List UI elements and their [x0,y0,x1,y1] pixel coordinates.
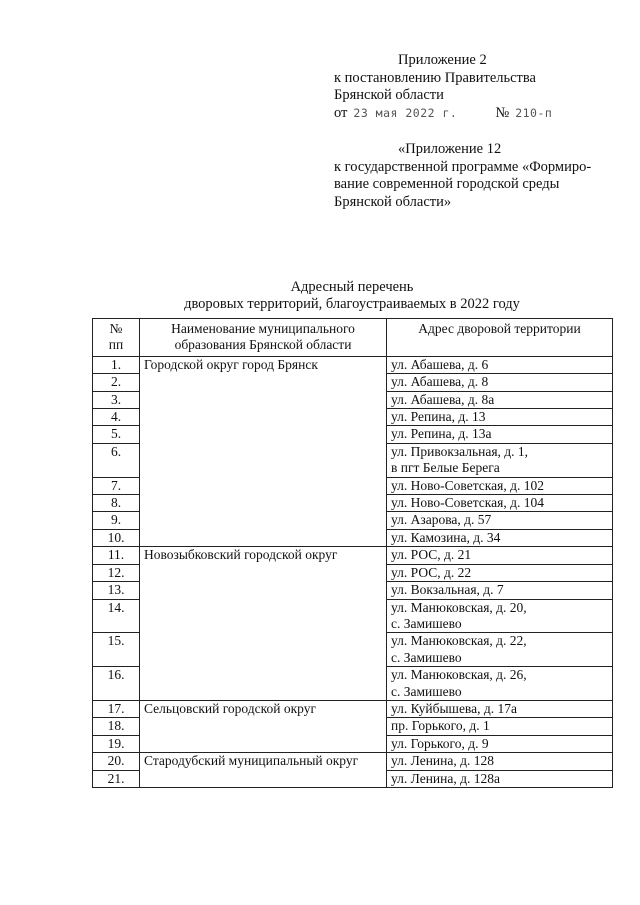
address-line-1: ул. Абашева, д. 8 [391,374,489,390]
address-line-1: ул. Абашева, д. 6 [391,356,489,372]
address-cell [387,477,613,494]
row-number: 3. [93,391,140,408]
table-row [93,356,613,373]
address-line-1: ул. Репина, д. 13а [391,426,492,442]
address-line-2: с. Замишево [391,649,462,665]
municipality-cell: Городской округ город Брянск [140,356,387,546]
address-cell [387,547,613,564]
address-cell [387,770,613,787]
row-number: 17. [93,700,140,717]
row-number: 2. [93,374,140,391]
address-line-1: ул. Репина, д. 13 [391,409,486,425]
address-line-1: ул. РОС, д. 21 [391,547,472,563]
region-line: Брянской области [334,87,444,103]
date-prefix: от [334,104,348,121]
row-number: 16. [93,667,140,701]
address-cell [387,443,613,477]
address-line-1: ул. Ленина, д. 128 [391,753,494,769]
document-title [92,279,612,313]
appendix-12-header [334,141,634,211]
program-line-3: Брянской области» [334,193,452,210]
date-number-line [334,105,634,123]
address-cell [387,667,613,701]
program-line-1: к государственной программе «Формиро- [334,158,592,175]
appendix-title: Приложение 2 [398,52,487,68]
row-number: 21. [93,770,140,787]
header-num [93,319,140,357]
row-number: 9. [93,512,140,529]
appendix-2-header [334,52,634,122]
resolution-number: 210-п [515,105,553,120]
row-number: 5. [93,426,140,443]
address-line-1: ул. Куйбышева, д. 17а [391,700,517,716]
address-cell [387,426,613,443]
row-number: 18. [93,718,140,735]
address-line-1: ул. РОС, д. 22 [391,564,472,580]
title-line-2: дворовых территорий, благоустраиваемых в 2022 году [184,296,520,312]
row-number: 10. [93,529,140,546]
address-cell [387,529,613,546]
row-number: 6. [93,443,140,477]
row-number: 1. [93,356,140,373]
address-cell [387,753,613,770]
row-number: 19. [93,735,140,752]
table-row [93,753,613,770]
address-line-1: ул. Абашева, д. 8а [391,391,495,407]
address-line-1: пр. Горького, д. 1 [391,718,490,734]
address-line-1: ул. Манюковская, д. 20, [391,599,527,615]
address-line-2: с. Замишево [391,683,462,699]
address-line-1: ул. Привокзальная, д. 1, [391,443,529,459]
address-line-1: ул. Азарова, д. 57 [391,512,492,528]
address-cell [387,512,613,529]
address-cell [387,374,613,391]
resolution-date: 23 мая 2022 г. [353,105,458,120]
row-number: 20. [93,753,140,770]
title-line-1: Адресный перечень [290,279,414,295]
address-line-1: ул. Ленина, д. 128а [391,770,500,786]
address-cell [387,495,613,512]
header-municipality [140,319,387,357]
address-line-1: ул. Ново-Советская, д. 104 [391,495,544,511]
address-line-1: ул. Манюковская, д. 26, [391,667,527,683]
header-mun-line1: Наименование муниципального [171,321,355,336]
address-cell [387,356,613,373]
address-table [92,318,613,788]
row-number: 8. [93,495,140,512]
address-cell [387,735,613,752]
header-mun-line2: образования Брянской области [174,337,352,353]
address-cell [387,718,613,735]
table-row [93,547,613,564]
address-line-1: ул. Ново-Советская, д. 102 [391,477,544,493]
address-line-1: ул. Камозина, д. 34 [391,529,501,545]
address-cell [387,700,613,717]
row-number: 12. [93,564,140,581]
table-header-row [93,319,613,357]
address-cell [387,409,613,426]
address-cell [387,599,613,633]
header-num-line2: пп [108,337,124,353]
resolution-line: к постановлению Правительства [334,69,536,86]
row-number: 14. [93,599,140,633]
address-cell [387,564,613,581]
header-num-line1: № [109,321,123,336]
address-line-2: с. Замишево [391,615,462,631]
municipality-cell: Сельцовский городской округ [140,700,387,752]
row-number: 13. [93,582,140,599]
municipality-cell: Стародубский муниципальный округ [140,753,387,788]
address-cell [387,391,613,408]
row-number: 7. [93,477,140,494]
row-number: 11. [93,547,140,564]
row-number: 4. [93,409,140,426]
appendix12-title: «Приложение 12 [398,141,502,157]
header-address: Адрес дворовой территории [387,319,613,357]
address-line-1: ул. Вокзальная, д. 7 [391,582,504,598]
address-cell [387,633,613,667]
address-line-1: ул. Горького, д. 9 [391,735,489,751]
municipality-cell: Новозыбковский городской округ [140,547,387,701]
table-row [93,700,613,717]
table-body [93,356,613,787]
program-line-2: вание современной городской среды [334,176,560,192]
number-sign: № [495,104,510,121]
address-line-1: ул. Манюковская, д. 22, [391,633,527,649]
row-number: 15. [93,633,140,667]
address-cell [387,582,613,599]
address-line-2: в пгт Белые Берега [391,460,500,476]
